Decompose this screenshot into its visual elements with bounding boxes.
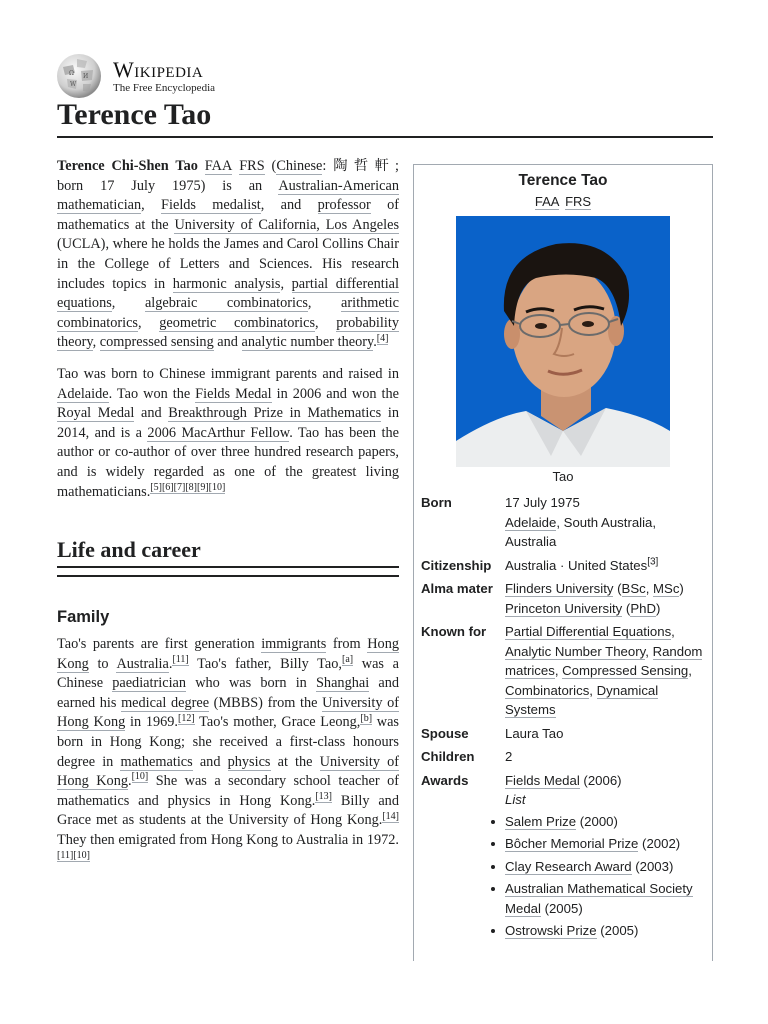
link-australian-american[interactable]: Australian-American [278, 177, 399, 194]
link-ucla[interactable]: University of California, Los Angeles [174, 216, 400, 233]
section-divider [57, 566, 399, 577]
citation-10[interactable]: [10] [208, 481, 226, 493]
note-a[interactable]: [a] [341, 653, 354, 665]
lead-paragraph-1: Terence Chi-Shen Tao FAA FRS (Chinese: 陶哲軒; born 17 July 1975) is an Australian-American mathematician, Fields medalist, and professor of mathematics at the University of California, Los Angeles (UCLA), where he holds the James and Carol Collins Chair in the College of Letters and Sciences. His research includes topics in harmonic analysis, partial differential equations, algebraic combinatorics, arithmetic combinatorics, geometric combinatorics, probability theory, compressed sensing and analytic number theory.[4] [57, 158, 400, 351]
link-mathematics[interactable]: mathematics [120, 753, 193, 770]
citation-5[interactable]: [5] [150, 481, 162, 493]
link-award-fields-medal[interactable]: Fields Medal [505, 772, 580, 788]
link-university-of-hong-kong-2[interactable]: University of Hong Kong [57, 753, 400, 790]
citation-10c[interactable]: [10] [73, 849, 90, 861]
infobox-value: Fields Medal (2006) List Salem Prize (2000) Bôcher Memorial Prize (2002) Clay Research Award (2003) Australian Mathematical Society Medal (2005) Ostrowski Prize (2005) [505, 771, 705, 944]
infobox-value: 17 July 1975 Adelaide, South Australia, Australia [505, 493, 705, 552]
link-university-of-hong-kong[interactable]: University of Hong Kong [57, 694, 400, 731]
infobox-value: Australia · United States[3] [505, 556, 659, 573]
link-royal-medal[interactable]: Royal Medal [57, 405, 135, 422]
infobox-label: Citizenship [421, 557, 492, 573]
wikipedia-wordmark: Wikipedia [113, 56, 204, 82]
infobox-row-citizenship [414, 556, 712, 576]
link-algebraic-combinatorics[interactable]: algebraic combinatorics [144, 295, 308, 312]
link-award-bocher-prize[interactable]: Bôcher Memorial Prize [505, 836, 639, 851]
infobox [413, 164, 713, 961]
infobox-label: Children [421, 749, 475, 764]
awards-list-label: List [505, 792, 526, 807]
link-msc[interactable]: MSc [653, 581, 680, 596]
citation-3[interactable]: [3] [647, 556, 659, 568]
link-fields-medal[interactable]: Fields Medal [195, 385, 272, 402]
section-heading-life-and-career: Life and career [57, 537, 201, 563]
svg-text:И: И [83, 73, 89, 80]
infobox-title: Terence Tao [518, 172, 608, 189]
infobox-postnominals [414, 194, 712, 210]
link-analytic-number-theory[interactable]: analytic number theory [241, 334, 374, 351]
link-known-for-dynamical-systems[interactable]: Dynamical Systems [505, 682, 659, 717]
article-body [57, 157, 399, 882]
link-compressed-sensing[interactable]: compressed sensing [99, 334, 214, 351]
citation-10b[interactable]: [10] [131, 771, 149, 783]
svg-text:Ω: Ω [69, 70, 74, 77]
link-hong-kong[interactable]: Hong Kong [57, 636, 399, 672]
infobox-label: Awards [421, 772, 469, 788]
infobox-row-alma-mater [414, 579, 712, 618]
link-flinders-university[interactable]: Flinders University [505, 581, 614, 596]
link-known-for-combinatorics[interactable]: Combinatorics [505, 682, 590, 698]
award-item: Salem Prize (2000) [505, 812, 705, 832]
link-arithmetic-combinatorics[interactable]: arithmetic combinatorics [57, 295, 399, 331]
citation-12[interactable]: [12] [178, 712, 195, 724]
award-item: Clay Research Award (2003) [505, 857, 705, 877]
award-item: Ostrowski Prize (2005) [505, 921, 705, 941]
infobox-row-born [414, 493, 712, 552]
infobox-row-spouse [414, 724, 712, 744]
family-paragraph: Tao's parents are first generation immigrants from Hong Kong to Australia.[11] Tao's father, Billy Tao,[a] was a Chinese paediatrician who was born in Shanghai and earned his medical degree (MBBS) from the University of Hong Kong in 1969.[12] Tao's mother, Grace Leong,[b] was born in Hong Kong; she received a first-class honours degree in mathematics and physics at the University of Hong Kong.[10] She was a secondary school teacher of mathematics and physics in Hong Kong.[13] Billy and Grace met as students at the University of Hong Kong.[14] They then emigrated from Hong Kong to Australia in 1972.[11][10] [57, 636, 400, 861]
lead-paragraph-2: Tao was born to Chinese immigrant parents and raised in Adelaide. Tao won the Fields Medal in 2006 and won the Royal Medal and Breakthrough Prize in Mathematics in 2014, and is a 2006 MacArthur Fellow. Tao has been the author or co-author of over three hundred research papers, and is widely regarded as one of the greatest living mathematicians.[5][6][7][8][9][10] [57, 365, 399, 500]
link-pde[interactable]: partial differential equations [57, 275, 400, 312]
infobox-rows [414, 493, 712, 944]
link-bsc[interactable]: BSc [621, 581, 646, 596]
link-professor[interactable]: professor [317, 197, 371, 214]
citation-11b[interactable]: [11] [57, 849, 74, 861]
citation-7[interactable]: [7] [173, 481, 186, 493]
link-shanghai[interactable]: Shanghai [315, 675, 370, 692]
subject-name: Terence Chi-Shen Tao [57, 158, 198, 174]
link-fields-medalist[interactable]: Fields medalist [161, 197, 261, 214]
link-birthplace-adelaide[interactable]: Adelaide [505, 514, 557, 530]
portrait-image [456, 216, 670, 467]
link-adelaide[interactable]: Adelaide [57, 385, 109, 402]
infobox-value: Partial Differential Equations, Analytic Number Theory, Random matrices, Compressed Sensing, Combinatorics, Dynamical Systems [505, 624, 703, 717]
link-physics[interactable]: physics [227, 753, 271, 770]
link-known-for-random-matrices[interactable]: Random matrices [505, 643, 703, 678]
link-award-ams-medal[interactable]: Australian Mathematical Society Medal [505, 881, 693, 916]
infobox-label: Alma mater [421, 581, 493, 596]
infobox-value: Laura Tao [505, 725, 564, 741]
citation-14[interactable]: [14] [382, 810, 399, 822]
portrait-photo[interactable] [456, 216, 670, 467]
infobox-row-awards [414, 771, 712, 944]
link-australia[interactable]: Australia [116, 655, 169, 672]
infobox-row-children [414, 747, 712, 767]
chinese-name: 陶哲軒 [333, 158, 396, 174]
infobox-label: Known for [421, 624, 487, 639]
citation-6[interactable]: [6] [161, 481, 174, 493]
link-chinese[interactable]: Chinese [276, 158, 323, 174]
wikipedia-tagline: The Free Encyclopedia [113, 81, 216, 94]
link-known-for-ant[interactable]: Analytic Number Theory [505, 643, 646, 659]
infobox-link-frs[interactable]: FRS [565, 194, 592, 209]
citation-9[interactable]: [9] [196, 481, 209, 493]
link-breakthrough-prize[interactable]: Breakthrough Prize in Mathematics [168, 405, 382, 422]
link-award-ostrowski-prize[interactable]: Ostrowski Prize [505, 923, 597, 938]
award-item: Australian Mathematical Society Medal (2005) [505, 879, 705, 918]
citation-11[interactable]: [11] [172, 653, 189, 665]
link-immigrants[interactable]: immigrants [261, 636, 327, 653]
portrait-caption: Tao [552, 469, 574, 484]
link-mathematician[interactable]: mathematician [57, 197, 142, 214]
awards-list [505, 812, 705, 941]
link-award-salem-prize[interactable]: Salem Prize [505, 813, 577, 829]
link-harmonic-analysis[interactable]: harmonic analysis [172, 275, 281, 292]
page-title: Terence Tao [57, 98, 713, 138]
link-probability-theory[interactable]: probability theory [57, 314, 399, 351]
subsection-heading-family: Family [57, 608, 110, 627]
link-paediatrician[interactable]: paediatrician [112, 675, 187, 692]
infobox-link-faa[interactable]: FAA [534, 194, 560, 209]
infobox-label: Born [421, 495, 452, 510]
link-known-for-compressed-sensing[interactable]: Compressed Sensing [562, 663, 689, 678]
birth-date: 17 July 1975 [505, 495, 580, 510]
wikipedia-globe-icon [55, 53, 103, 99]
link-award-clay-research[interactable]: Clay Research Award [505, 858, 632, 874]
infobox-value: 2 [505, 749, 513, 764]
link-medical-degree[interactable]: medical degree [121, 694, 210, 711]
link-frs[interactable]: FRS [239, 158, 265, 174]
infobox-value: Flinders University (BSc, MSc) Princeton University (PhD) [505, 581, 684, 616]
link-princeton-university[interactable]: Princeton University [505, 600, 623, 616]
link-known-for-pde[interactable]: Partial Differential Equations [505, 624, 672, 639]
note-b[interactable]: [b] [360, 712, 373, 724]
citation-4[interactable]: [4] [376, 332, 389, 344]
svg-text:W: W [70, 81, 77, 88]
link-macarthur-fellow[interactable]: 2006 MacArthur Fellow [147, 424, 290, 441]
link-faa[interactable]: FAA [204, 158, 233, 174]
infobox-row-known-for [414, 622, 712, 720]
link-geometric-combinatorics[interactable]: geometric combinatorics [159, 314, 316, 331]
citation-8[interactable]: [8] [185, 481, 197, 493]
link-phd[interactable]: PhD [630, 600, 656, 616]
infobox-label: Spouse [421, 725, 469, 741]
award-item: Bôcher Memorial Prize (2002) [505, 834, 705, 854]
citation-13[interactable]: [13] [315, 791, 333, 803]
wikipedia-logo[interactable] [55, 53, 215, 99]
